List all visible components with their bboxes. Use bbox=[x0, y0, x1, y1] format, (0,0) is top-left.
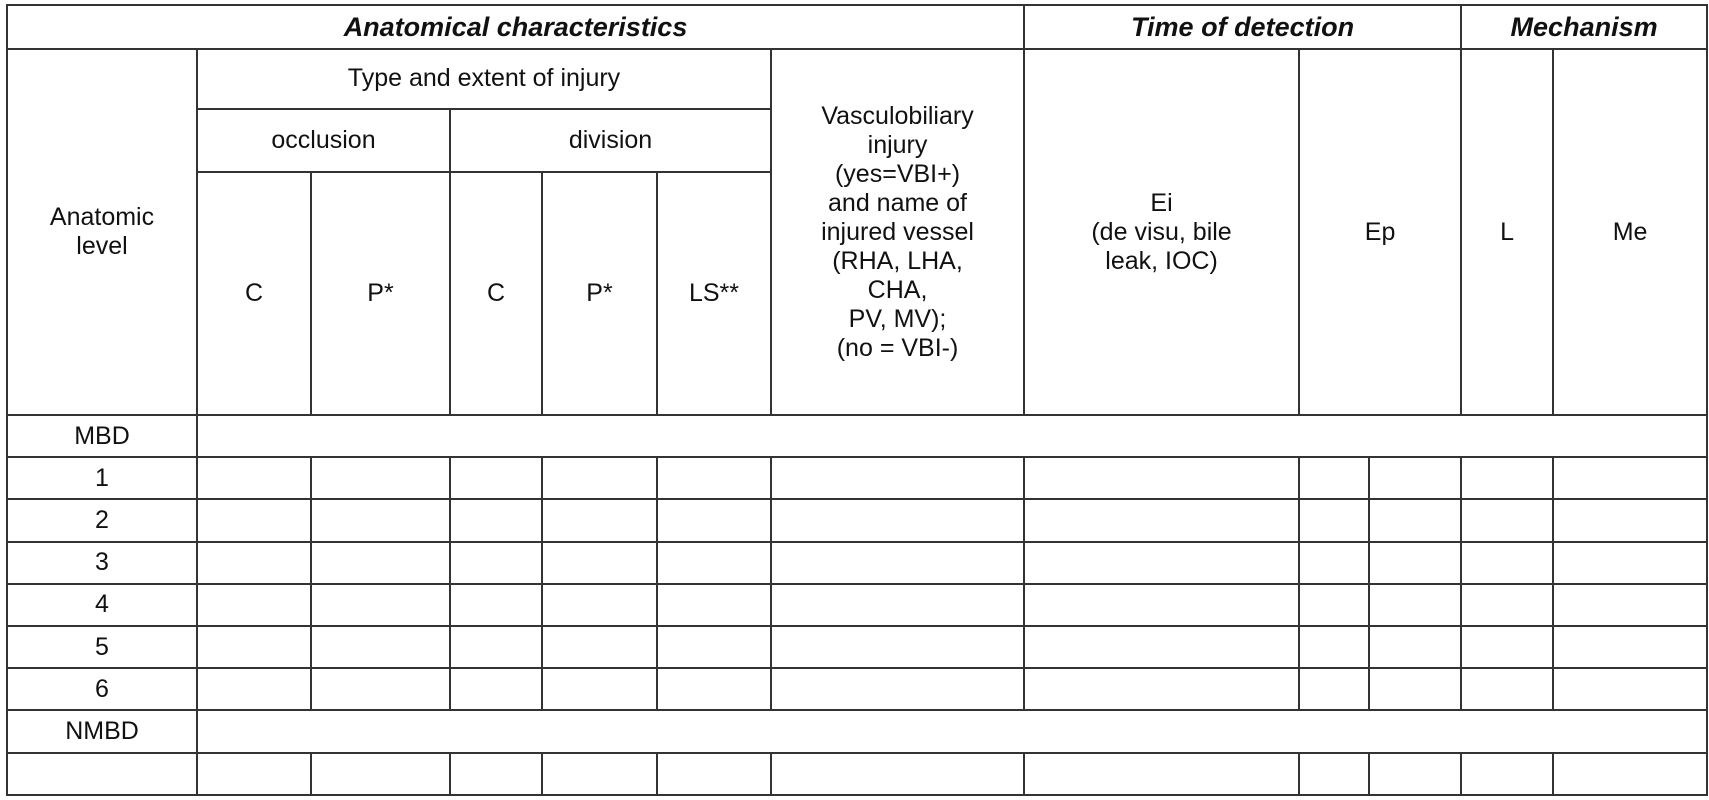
nmbd-row bbox=[7, 710, 1707, 752]
table-cell[interactable] bbox=[1461, 542, 1553, 584]
table-cell[interactable] bbox=[542, 457, 657, 499]
division-complete-header: C bbox=[450, 172, 542, 415]
table-cell[interactable] bbox=[1369, 457, 1461, 499]
table-cell[interactable] bbox=[311, 668, 450, 710]
table-cell[interactable] bbox=[311, 753, 450, 795]
table-cell[interactable] bbox=[1299, 753, 1369, 795]
group-header-row bbox=[7, 5, 1707, 49]
table-cell[interactable] bbox=[450, 457, 542, 499]
table-cell[interactable] bbox=[450, 542, 542, 584]
table-cell[interactable] bbox=[1299, 499, 1369, 541]
table-row bbox=[7, 499, 1707, 541]
table-cell[interactable] bbox=[1369, 542, 1461, 584]
table-cell[interactable] bbox=[1461, 626, 1553, 668]
table-cell[interactable] bbox=[542, 499, 657, 541]
table-cell[interactable] bbox=[1024, 584, 1299, 626]
table-cell[interactable] bbox=[771, 499, 1024, 541]
type-extent-header: Type and extent of injury bbox=[197, 49, 771, 108]
division-header: division bbox=[450, 109, 771, 172]
table-row bbox=[7, 626, 1707, 668]
table-cell[interactable] bbox=[311, 499, 450, 541]
table-cell[interactable] bbox=[1024, 542, 1299, 584]
level-2-label: 2 bbox=[7, 499, 197, 541]
table-cell[interactable] bbox=[1369, 753, 1461, 795]
table-cell[interactable] bbox=[1299, 542, 1369, 584]
table-cell[interactable] bbox=[657, 668, 771, 710]
table-cell[interactable] bbox=[657, 542, 771, 584]
me-header: Me bbox=[1553, 49, 1707, 415]
table-cell[interactable] bbox=[1299, 668, 1369, 710]
table-cell[interactable] bbox=[197, 457, 311, 499]
nmbd-label: NMBD bbox=[7, 710, 197, 752]
table-cell[interactable] bbox=[311, 584, 450, 626]
table-cell[interactable] bbox=[1369, 626, 1461, 668]
table-cell[interactable] bbox=[1369, 499, 1461, 541]
table-cell[interactable] bbox=[197, 542, 311, 584]
table-cell[interactable] bbox=[450, 668, 542, 710]
time-of-detection-header: Time of detection bbox=[1024, 5, 1461, 49]
table-cell[interactable] bbox=[1024, 457, 1299, 499]
table-cell[interactable] bbox=[542, 584, 657, 626]
table-cell[interactable] bbox=[1024, 626, 1299, 668]
header-row-2 bbox=[7, 49, 1707, 108]
table-cell[interactable] bbox=[1369, 668, 1461, 710]
table-cell[interactable] bbox=[197, 753, 311, 795]
injury-classification-table bbox=[6, 4, 1708, 796]
vasculobiliary-injury-header: Vasculobiliary injury (yes=VBI+) and name of injured vessel (RHA, LHA, CHA, PV, MV); (no = VBI-) bbox=[771, 49, 1024, 415]
l-header: L bbox=[1461, 49, 1553, 415]
table-row bbox=[7, 584, 1707, 626]
table-cell[interactable] bbox=[450, 753, 542, 795]
table-cell[interactable] bbox=[1369, 584, 1461, 626]
table-cell[interactable] bbox=[542, 668, 657, 710]
occlusion-partial-header: P* bbox=[311, 172, 450, 415]
table-cell[interactable] bbox=[657, 499, 771, 541]
mechanism-header: Mechanism bbox=[1461, 5, 1707, 49]
table-cell[interactable] bbox=[311, 626, 450, 668]
table-cell[interactable] bbox=[450, 626, 542, 668]
table-cell[interactable] bbox=[1461, 457, 1553, 499]
table-cell[interactable] bbox=[542, 753, 657, 795]
table-cell[interactable] bbox=[1553, 584, 1707, 626]
level-5-label: 5 bbox=[7, 626, 197, 668]
level-6-label: 6 bbox=[7, 668, 197, 710]
table-cell[interactable] bbox=[1024, 668, 1299, 710]
level-1-label: 1 bbox=[7, 457, 197, 499]
table-row bbox=[7, 457, 1707, 499]
table-cell[interactable] bbox=[771, 542, 1024, 584]
table-cell[interactable] bbox=[1553, 753, 1707, 795]
table-cell[interactable] bbox=[1553, 668, 1707, 710]
mbd-label: MBD bbox=[7, 415, 197, 457]
level-3-label: 3 bbox=[7, 542, 197, 584]
table-cell[interactable] bbox=[771, 626, 1024, 668]
table-cell[interactable] bbox=[657, 584, 771, 626]
table-row bbox=[7, 668, 1707, 710]
table-row bbox=[7, 542, 1707, 584]
level-4-label: 4 bbox=[7, 584, 197, 626]
table-cell[interactable] bbox=[197, 668, 311, 710]
mbd-blank-cell bbox=[197, 415, 1707, 457]
mbd-row bbox=[7, 415, 1707, 457]
table-cell[interactable] bbox=[1461, 499, 1553, 541]
table-cell[interactable] bbox=[450, 584, 542, 626]
table-cell[interactable] bbox=[771, 584, 1024, 626]
table-cell[interactable] bbox=[1299, 457, 1369, 499]
occlusion-header: occlusion bbox=[197, 109, 450, 172]
division-partial-header: P* bbox=[542, 172, 657, 415]
table-cell[interactable] bbox=[771, 753, 1024, 795]
nmbd-blank-cell bbox=[197, 710, 1707, 752]
table-cell[interactable] bbox=[450, 499, 542, 541]
table-cell[interactable] bbox=[1553, 457, 1707, 499]
table-cell[interactable] bbox=[1024, 753, 1299, 795]
last-row-label bbox=[7, 753, 197, 795]
table-cell[interactable] bbox=[311, 542, 450, 584]
table-cell[interactable] bbox=[311, 457, 450, 499]
table-cell[interactable] bbox=[657, 753, 771, 795]
table-cell[interactable] bbox=[1299, 626, 1369, 668]
table-cell[interactable] bbox=[771, 457, 1024, 499]
ei-header: Ei (de visu, bile leak, IOC) bbox=[1024, 49, 1299, 415]
table-cell[interactable] bbox=[1461, 584, 1553, 626]
ep-header: Ep bbox=[1299, 49, 1461, 415]
table-cell[interactable] bbox=[657, 457, 771, 499]
anatomical-characteristics-header: Anatomical characteristics bbox=[7, 5, 1024, 49]
table-cell[interactable] bbox=[1461, 668, 1553, 710]
table-cell[interactable] bbox=[1024, 499, 1299, 541]
table-cell[interactable] bbox=[197, 499, 311, 541]
table-cell[interactable] bbox=[1461, 753, 1553, 795]
table-cell[interactable] bbox=[542, 542, 657, 584]
division-ls-header: LS** bbox=[657, 172, 771, 415]
table-cell[interactable] bbox=[1553, 542, 1707, 584]
table-cell[interactable] bbox=[771, 668, 1024, 710]
anatomic-level-header: Anatomic level bbox=[7, 49, 197, 415]
table-cell[interactable] bbox=[657, 626, 771, 668]
table-cell[interactable] bbox=[1553, 626, 1707, 668]
table-cell[interactable] bbox=[197, 626, 311, 668]
table-row bbox=[7, 753, 1707, 795]
table-cell[interactable] bbox=[1553, 499, 1707, 541]
table-cell[interactable] bbox=[542, 626, 657, 668]
table-cell[interactable] bbox=[1299, 584, 1369, 626]
occlusion-complete-header: C bbox=[197, 172, 311, 415]
table-cell[interactable] bbox=[197, 584, 311, 626]
